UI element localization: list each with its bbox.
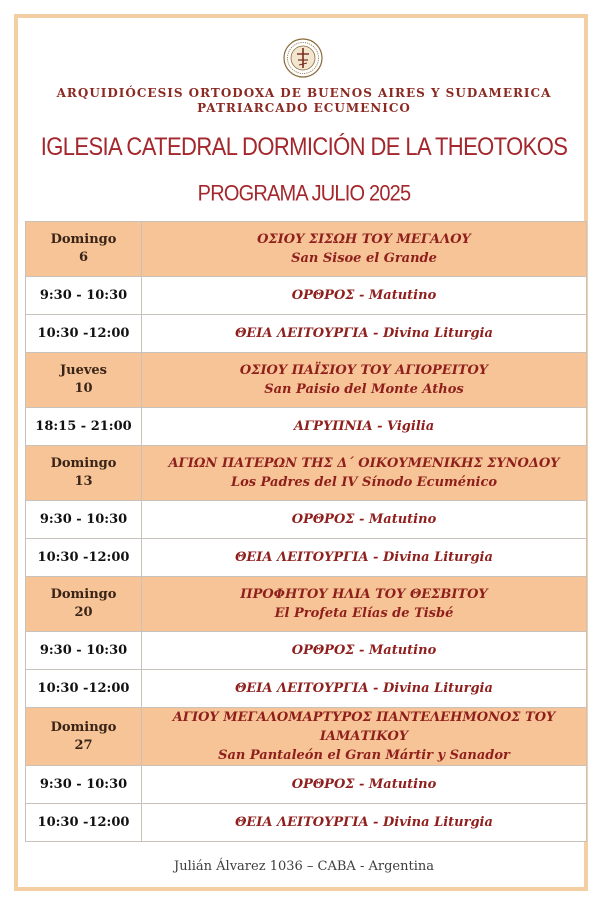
- feast-spanish: San Paisio del Monte Athos: [264, 382, 464, 397]
- weekday: Domingo: [50, 719, 117, 735]
- service-time: 9:30 - 10:30: [26, 501, 142, 539]
- schedule-service-row: [26, 539, 587, 577]
- schedule-service-row: [26, 277, 587, 315]
- feast-cell: [142, 708, 587, 766]
- service-name: ΟΡΘΡΟΣ - Matutino: [142, 632, 587, 670]
- date: 10: [74, 381, 93, 396]
- service-time: 10:30 -12:00: [26, 804, 142, 842]
- service-time: 9:30 - 10:30: [26, 632, 142, 670]
- schedule-day-row: [26, 222, 587, 277]
- date: 6: [78, 250, 89, 265]
- service-time: 10:30 -12:00: [26, 670, 142, 708]
- day-cell: [26, 708, 142, 766]
- church-title: IGLESIA CATEDRAL DORMICIÓN DE LA THEOTOKOS: [40, 132, 568, 161]
- feast-greek: ΟΣΙΟΥ ΣΙΣΩΗ ΤΟΥ ΜΕΓΑΛΟΥ: [257, 232, 471, 247]
- service-time: 9:30 - 10:30: [26, 766, 142, 804]
- footer-address: Julián Álvarez 1036 – CABA - Argentina: [174, 859, 434, 874]
- service-name: ΘΕΙΑ ΛΕΙΤΟΥΡΓΙΑ - Divina Liturgia: [142, 804, 587, 842]
- feast-spanish: El Profeta Elías de Tisbé: [274, 606, 454, 621]
- service-name: ΘΕΙΑ ΛΕΙΤΟΥΡΓΙΑ - Divina Liturgia: [142, 670, 587, 708]
- feast-cell: [142, 577, 587, 632]
- schedule-service-row: [26, 766, 587, 804]
- date: 13: [74, 474, 93, 489]
- feast-spanish: Los Padres del IV Sínodo Ecuménico: [230, 475, 498, 490]
- service-name: ΟΡΘΡΟΣ - Matutino: [142, 277, 587, 315]
- day-cell: [26, 577, 142, 632]
- service-time: 10:30 -12:00: [26, 539, 142, 577]
- service-time: 18:15 - 21:00: [26, 408, 142, 446]
- service-name: ΘΕΙΑ ΛΕΙΤΟΥΡΓΙΑ - Divina Liturgia: [142, 315, 587, 353]
- service-name: ΑΓΡΥΠΝΙΑ - Vigilia: [142, 408, 587, 446]
- program-title: PROGRAMA JULIO 2025: [197, 181, 411, 207]
- schedule-service-row: [26, 315, 587, 353]
- schedule-service-row: [26, 632, 587, 670]
- feast-greek: ΑΓΙΟΥ ΜΕΓΑΛΟΜΑΡΤΥΡΟΣ ΠΑΝΤΕΛΕΗΜΟΝΟΣ ΤΟΥ ΙΑΜΑΤΙΚΟΥ: [172, 710, 556, 744]
- service-time: 10:30 -12:00: [26, 315, 142, 353]
- feast-spanish: San Sisoe el Grande: [291, 251, 437, 266]
- feast-spanish: San Pantaleón el Gran Mártir y Sanador: [218, 748, 510, 763]
- schedule-service-row: [26, 408, 587, 446]
- feast-greek: ΑΓΙΩΝ ΠΑΤΕΡΩΝ ΤΗΣ Δ΄ ΟΙΚΟΥΜΕΝΙΚΗΣ ΣΥΝΟΔΟΥ: [168, 456, 560, 471]
- weekday: Domingo: [50, 587, 117, 602]
- schedule-service-row: [26, 501, 587, 539]
- orthodox-seal-icon: [283, 38, 323, 78]
- schedule-day-row: [26, 446, 587, 501]
- service-name: ΟΡΘΡΟΣ - Matutino: [142, 501, 587, 539]
- service-time: 9:30 - 10:30: [26, 277, 142, 315]
- feast-greek: ΟΣΙΟΥ ΠΑΪΣΙΟΥ ΤΟΥ ΑΓΙΟΡΕΙΤΟΥ: [239, 363, 489, 378]
- schedule-service-row: [26, 804, 587, 842]
- date: 27: [74, 737, 93, 753]
- schedule-service-row: [26, 670, 587, 708]
- patriarchate-name: PATRIARCADO ECUMENICO: [197, 101, 411, 115]
- day-cell: [26, 353, 142, 408]
- service-name: ΟΡΘΡΟΣ - Matutino: [142, 766, 587, 804]
- weekday: Domingo: [50, 456, 117, 471]
- service-name: ΘΕΙΑ ΛΕΙΤΟΥΡΓΙΑ - Divina Liturgia: [142, 539, 587, 577]
- day-cell: [26, 446, 142, 501]
- feast-cell: [142, 446, 587, 501]
- feast-cell: [142, 222, 587, 277]
- schedule-day-row: [26, 708, 587, 766]
- weekday: Jueves: [59, 363, 108, 378]
- day-cell: [26, 222, 142, 277]
- archdiocese-name: ARQUIDIÓCESIS ORTODOXA DE BUENOS AIRES Y SUDAMERICA: [56, 86, 552, 100]
- schedule-day-row: [26, 353, 587, 408]
- feast-cell: [142, 353, 587, 408]
- date: 20: [74, 605, 93, 620]
- feast-greek: ΠΡΟΦΗΤΟΥ ΗΛΙΑ ΤΟΥ ΘΕΣΒΙΤΟΥ: [240, 587, 488, 602]
- weekday: Domingo: [50, 232, 117, 247]
- schedule-day-row: [26, 577, 587, 632]
- schedule-table: [25, 221, 587, 842]
